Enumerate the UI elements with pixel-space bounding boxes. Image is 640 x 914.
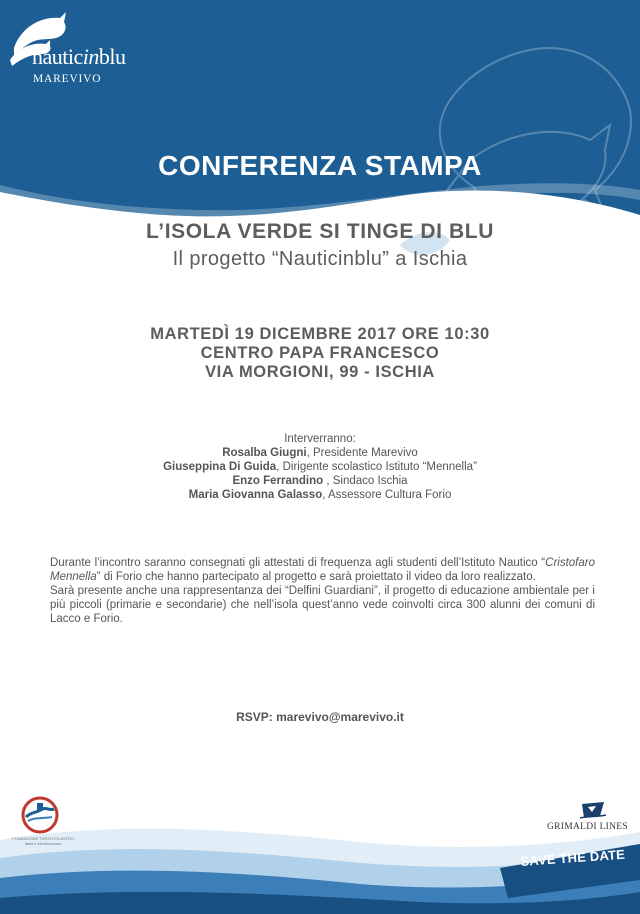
rsvp-contact[interactable]: RSVP: marevivo@marevivo.it [236,710,404,724]
fondazione-name: FONDAZIONE TERZO PILASTRO [12,836,74,841]
save-the-date-badge: SAVE THE DATE [520,846,626,869]
logo-wordmark [32,44,126,70]
headline: L’ISOLA VERDE SI TINGE DI BLU [146,220,494,243]
speaker-role: , Assessore Cultura Forio [322,489,452,501]
footer-wave [0,780,640,914]
logo-in: in [82,44,99,69]
body-paragraph-2: Sarà presente anche una rappresentanza dei “Delfini Guardiani”, il progetto di educazione ambientale per i più piccoli (primarie e secondarie) che nell’isola quest’anno vede coinvolti circa 300 alunni dei comuni di Lacco e Forio. [50,585,595,625]
subheadline: Il progetto “Nauticinblu” a Ischia [172,248,468,270]
event-venue: CENTRO PAPA FRANCESCO [200,344,440,362]
speaker-row [0,460,640,474]
body-text-part: Durante l’incontro saranno consegnati gli attestati di frequenza agli studenti dell’Istituto Nautico “ [50,557,546,569]
logo-suffix: blu [98,44,126,69]
body-text-part: ” di Forio che hanno partecipato al progetto e sarà proiettato il video da loro realizzato. [96,571,536,583]
speaker-role: , Dirigente scolastico Istituto “Mennella” [276,461,477,473]
speaker-row [0,474,640,488]
fondazione-subtext: Italia e Mediterraneo [24,841,62,846]
school-name: Cristofaro Mennella [50,557,595,583]
event-date: MARTEDÌ 19 DICEMBRE 2017 ORE 10:30 [150,325,490,343]
body-paragraph-1 [50,556,595,584]
speaker-name: Giuseppina Di Guida [163,461,277,473]
grimaldi-logo-text: GRIMALDI LINES [547,822,628,832]
speaker-row [0,488,640,502]
fondazione-logo-text [8,836,78,846]
speaker-role: , Presidente Marevivo [306,447,418,459]
speaker-name: Enzo Ferrandino [232,475,324,487]
speaker-name: Rosalba Giugni [222,447,307,459]
body-text [50,556,595,626]
speakers-intro: Interverranno: [284,433,356,445]
logo-subtitle: MAREVIVO [33,73,102,85]
logo-prefix: nautic [32,44,83,69]
page-title: CONFERENZA STAMPA [158,150,482,181]
event-address: VIA MORGIONI, 99 - ISCHIA [205,363,435,381]
speakers-list [0,432,640,502]
speaker-role: , Sindaco Ischia [323,475,408,487]
event-details [0,325,640,382]
fondazione-logo-icon [20,795,60,835]
speaker-name: Maria Giovanna Galasso [188,489,323,501]
grimaldi-ship-icon [578,798,608,822]
speaker-row [0,446,640,460]
